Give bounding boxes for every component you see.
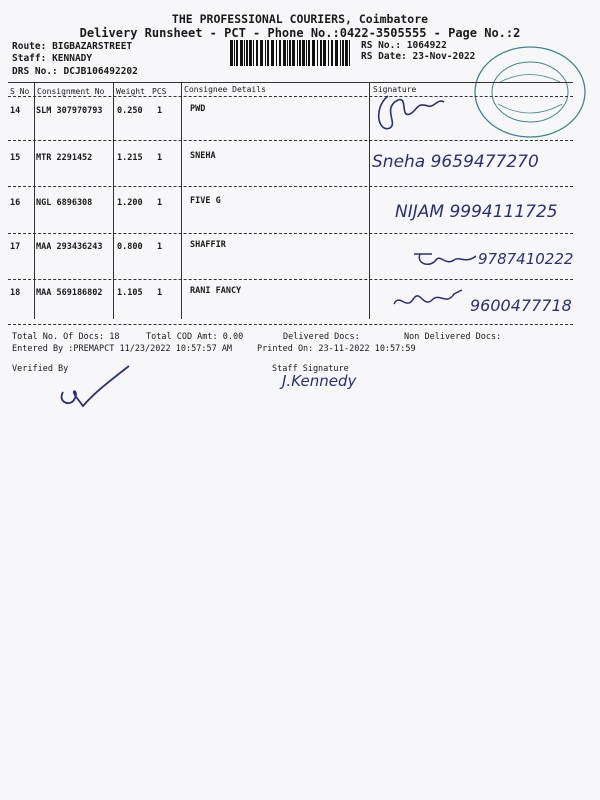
row-consignment: MTR 2291452 <box>36 153 93 163</box>
row18-signature-scribble <box>390 284 470 316</box>
route-line <box>12 41 132 52</box>
row14-signature-scribble <box>368 88 448 140</box>
delivered-docs: Delivered Docs: <box>283 332 360 342</box>
row-weight: 1.105 <box>117 288 143 298</box>
route-value: BIGBAZARSTREET <box>52 41 133 52</box>
row18-handwriting: 9600477718 <box>470 296 572 315</box>
courier-stamp <box>470 42 588 142</box>
printed-on: Printed On: 23-11-2022 10:57:59 <box>257 344 416 354</box>
runsheet-subtitle: Delivery Runsheet - PCT - Phone No.:0422-3505555 - Page No.:2 <box>79 26 521 40</box>
row-sno: 15 <box>10 153 21 163</box>
row-consignee: FIVE G <box>190 196 221 206</box>
row-consignment: MAA 293436243 <box>36 242 103 252</box>
row-pcs: 1 <box>157 198 163 208</box>
row-sno: 17 <box>10 242 21 252</box>
row-consignment: NGL 6896308 <box>36 198 93 208</box>
drs-line <box>12 66 138 77</box>
staff-label: Staff: <box>12 53 47 64</box>
company-title: THE PROFESSIONAL COURIERS, Coimbatore <box>171 12 429 26</box>
row15-handwriting: Sneha 9659477270 <box>372 152 539 172</box>
barcode <box>228 40 354 66</box>
row-sno: 16 <box>10 198 21 208</box>
rs-number: RS No.: 1064922 <box>361 40 447 51</box>
row17-signature-scribble <box>410 246 480 272</box>
col-signature: Signature <box>373 85 417 94</box>
non-delivered-docs: Non Delivered Docs: <box>404 332 502 342</box>
row-weight: 0.250 <box>117 106 143 116</box>
row-consignment: SLM 307970793 <box>36 106 103 116</box>
row-pcs: 1 <box>157 288 163 298</box>
row-consignee: SNEHA <box>190 151 216 161</box>
row-pcs: 1 <box>157 153 163 163</box>
col-pcs: PCS <box>152 87 167 96</box>
verified-by-label: Verified By <box>12 364 69 374</box>
drs-value: DCJB106492202 <box>63 66 138 77</box>
staff-signed-name: J.Kennedy <box>282 372 357 390</box>
row-pcs: 1 <box>157 242 163 252</box>
row-consignee: RANI FANCY <box>190 286 242 296</box>
staff-line <box>12 53 92 64</box>
route-label: Route: <box>12 41 47 52</box>
staff-signature-label: Staff Signature <box>272 364 349 374</box>
col-consignment: Consignment No <box>37 87 105 96</box>
col-weight: Weight <box>116 87 145 96</box>
col-sno: S No <box>10 87 30 96</box>
row-sno: 14 <box>10 106 21 116</box>
row-consignee: PWD <box>190 104 206 114</box>
row-pcs: 1 <box>157 106 163 116</box>
row-consignee: SHAFFIR <box>190 240 226 250</box>
staff-value: KENNADY <box>52 53 93 64</box>
row-consignment: MAA 569186802 <box>36 288 103 298</box>
row-weight: 1.200 <box>117 198 143 208</box>
entered-by: Entered By :PREMAPCT 11/23/2022 10:57:57 AM <box>12 344 233 354</box>
row16-handwriting: NIJAM 9994111725 <box>395 202 558 222</box>
total-docs: Total No. Of Docs: 18 <box>12 332 120 342</box>
row-weight: 1.215 <box>117 153 143 163</box>
row17-handwriting: 9787410222 <box>478 250 574 268</box>
col-consignee: Consignee Details <box>184 85 266 94</box>
total-cod: Total COD Amt: 0.00 <box>146 332 244 342</box>
rs-date: RS Date: 23-Nov-2022 <box>361 51 476 62</box>
row-weight: 0.800 <box>117 242 143 252</box>
row-sno: 18 <box>10 288 21 298</box>
verified-signature <box>55 362 135 412</box>
drs-label: DRS No.: <box>12 66 58 77</box>
